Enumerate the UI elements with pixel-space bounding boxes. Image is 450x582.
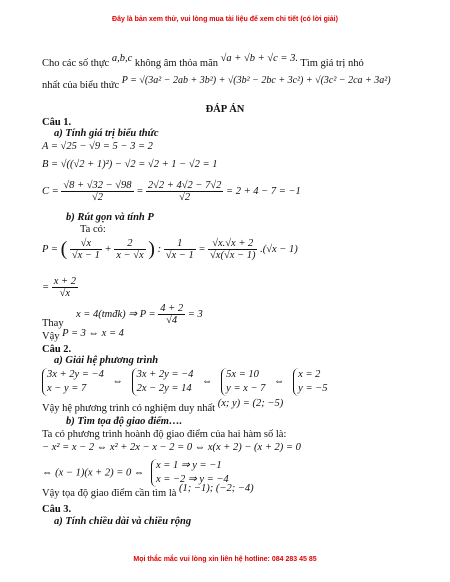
c-frac1-denominator: √2 xyxy=(91,192,103,203)
p-result-denominator: √x xyxy=(59,288,71,299)
p-frac2-numerator: 2 xyxy=(114,238,145,250)
question-3-label: Câu 3. xyxy=(42,504,72,515)
q1-expression-B: B = √((√2 + 1)²) − √2 = √2 + 1 − √2 = 1 xyxy=(42,159,218,170)
p-frac3-denominator: √x − 1 xyxy=(165,250,194,261)
p-frac2-denominator: x − √x xyxy=(116,250,144,261)
p-fraction-1 xyxy=(70,238,102,261)
q2-system-solution: 3x + 2y = −4 x − y = 7 ⇔ 3x + 2y = −4 2x − 2y = 14 ⇔ 5x = 10 y = x − 7 ⇔ x = 2 y = −5 xyxy=(42,368,328,396)
q1-expression-P-simplified: = $\frac{x + 2}{√x}$ xyxy=(42,276,76,299)
problem-intro: Cho các số thực xyxy=(42,58,110,69)
c-rhs: = 2 + 4 − 7 = −1 xyxy=(226,185,301,197)
system-step-2: 3x + 2y = −4 2x − 2y = 14 xyxy=(132,368,194,396)
p-fraction-2 xyxy=(114,238,145,261)
sub-fraction xyxy=(158,303,185,326)
q1-part-a-title: a) Tính giá trị biểu thức xyxy=(54,128,159,139)
q2-b-equation-1: − x² = x − 2 ⇔ x² + 2x − x − 2 = 0 ⇔ x(x + 2) − (x + 2) = 0 xyxy=(42,442,301,453)
q1-expression-A: A = √25 − √9 = 5 − 3 = 2 xyxy=(42,141,153,152)
q2-part-b-title: b) Tìm tọa độ giao điểm…. xyxy=(66,416,183,427)
c-fraction-2 xyxy=(146,180,223,203)
hotline-footer-banner: Mọi thắc mắc vui lòng xin liên hệ hotline: 084 283 45 85 xyxy=(133,556,317,563)
q1-substitution xyxy=(76,303,203,326)
problem-line-2 xyxy=(42,75,391,91)
sub-result: = 3 xyxy=(187,308,203,320)
q2-part-a-title: a) Giải hệ phương trình xyxy=(54,355,159,366)
p-divide: : xyxy=(157,243,162,255)
p-lhs: P = xyxy=(42,243,58,255)
p-frac1-numerator: √x xyxy=(70,238,102,250)
p-fraction-3 xyxy=(164,238,196,261)
p-frac4-denominator: √x(√x − 1) xyxy=(210,250,256,261)
p-fraction-4 xyxy=(208,238,257,261)
question-2-label: Câu 2. xyxy=(42,344,72,355)
q3-part-a-title: a) Tính chiều dài và chiều rộng xyxy=(54,516,192,527)
question-1-label: Câu 1. xyxy=(42,117,72,128)
sub-numerator: 4 + 2 xyxy=(160,303,184,314)
q2-a-conclusion-text: Vậy hệ phương trình có nghiệm duy nhất xyxy=(42,403,216,414)
preview-notice-banner: Đây là bản xem thử, vui lòng mua tài liệu để xem chi tiết (có lời giải) xyxy=(112,16,338,23)
problem-line-1 xyxy=(42,53,364,69)
q1-conclusion-math: P = 3 ⇔ x = 4 xyxy=(62,328,124,339)
q1-vay: Vậy xyxy=(42,331,60,342)
problem-condition-math: √a + √b + √c = 3. xyxy=(220,53,298,64)
q1-expression-C: C = $\frac{√8 + √32 - √98}{√2}$ = $\frac{2√2 + 4√2 - 7√2}{√2}$ = 2 + 4 − 7 = −1 xyxy=(42,180,301,203)
q2-b-cases: x = 1 ⇒ y = −1 x = −2 ⇒ y = −4 xyxy=(151,459,229,487)
q1-thay: Thay xyxy=(42,318,64,329)
q2-b-conclusion-text: Vậy tọa độ giao điểm cần tìm là xyxy=(42,488,177,499)
sub-denominator: √4 xyxy=(166,315,178,326)
c-frac2-numerator: 2√2 + 4√2 − 7√2 xyxy=(147,180,222,191)
p-frac1-denominator: √x − 1 xyxy=(71,250,100,261)
problem-condition-text: không âm thỏa mãn xyxy=(134,58,218,69)
q2-b-intro: Ta có phương trình hoành độ giao điểm của hai hàm số là: xyxy=(42,429,287,440)
q2-b-factored: ⇔ (x − 1)(x + 2) = 0 ⇔ xyxy=(42,467,145,479)
q1-ta-co: Ta có: xyxy=(80,224,106,235)
c-fraction-1 xyxy=(61,180,133,203)
system-step-3: 5x = 10 y = x − 7 xyxy=(221,368,265,396)
p-frac3-numerator: 1 xyxy=(164,238,196,250)
q1-expression-P: P = ( $\frac{√x}{√x - 1}$ + $\frac{2}{x - √x}$ ) : $\frac{1}{√x - 1}$ = $\frac{√x.√x + 2}{√x(√x - 1)}$ .(√x − 1) xyxy=(42,238,298,261)
answer-title: ĐÁP ÁN xyxy=(205,104,245,115)
problem-ask: Tìm giá trị nhỏ xyxy=(300,58,364,69)
q1-part-b-title: b) Rút gọn và tính P xyxy=(66,212,154,223)
p-result-numerator: x + 2 xyxy=(53,276,76,287)
q1-conclusion xyxy=(42,328,124,342)
p-tail: .(√x − 1) xyxy=(260,243,298,255)
problem-vars: a,b,c xyxy=(111,53,133,64)
q2-a-solution: (x; y) = (2; −5) xyxy=(217,398,284,409)
q2-a-conclusion xyxy=(42,398,284,414)
c-frac2-denominator: √2 xyxy=(179,192,191,203)
problem-expression: P = √(3a² − 2ab + 3b²) + √(3b² − 2bc + 3c²) + √(3c² − 2ca + 3a²) xyxy=(121,75,391,86)
sub-condition: x = 4(tmđk) ⇒ P = xyxy=(76,308,156,320)
p-frac4-numerator: √x.√x + 2 xyxy=(208,238,257,250)
system-step-4: x = 2 y = −5 xyxy=(293,368,327,396)
p-result-fraction xyxy=(52,276,78,299)
system-step-1: 3x + 2y = −4 x − y = 7 xyxy=(42,368,104,396)
c-frac1-numerator: √8 + √32 − √98 xyxy=(63,180,132,191)
q2-b-conclusion xyxy=(42,483,254,499)
q2-b-points: (1; −1); (−2; −4) xyxy=(179,483,254,494)
p-equals: = xyxy=(198,243,206,255)
c-lhs: C = xyxy=(42,185,59,197)
problem-ask-2: nhất của biểu thức xyxy=(42,80,120,91)
